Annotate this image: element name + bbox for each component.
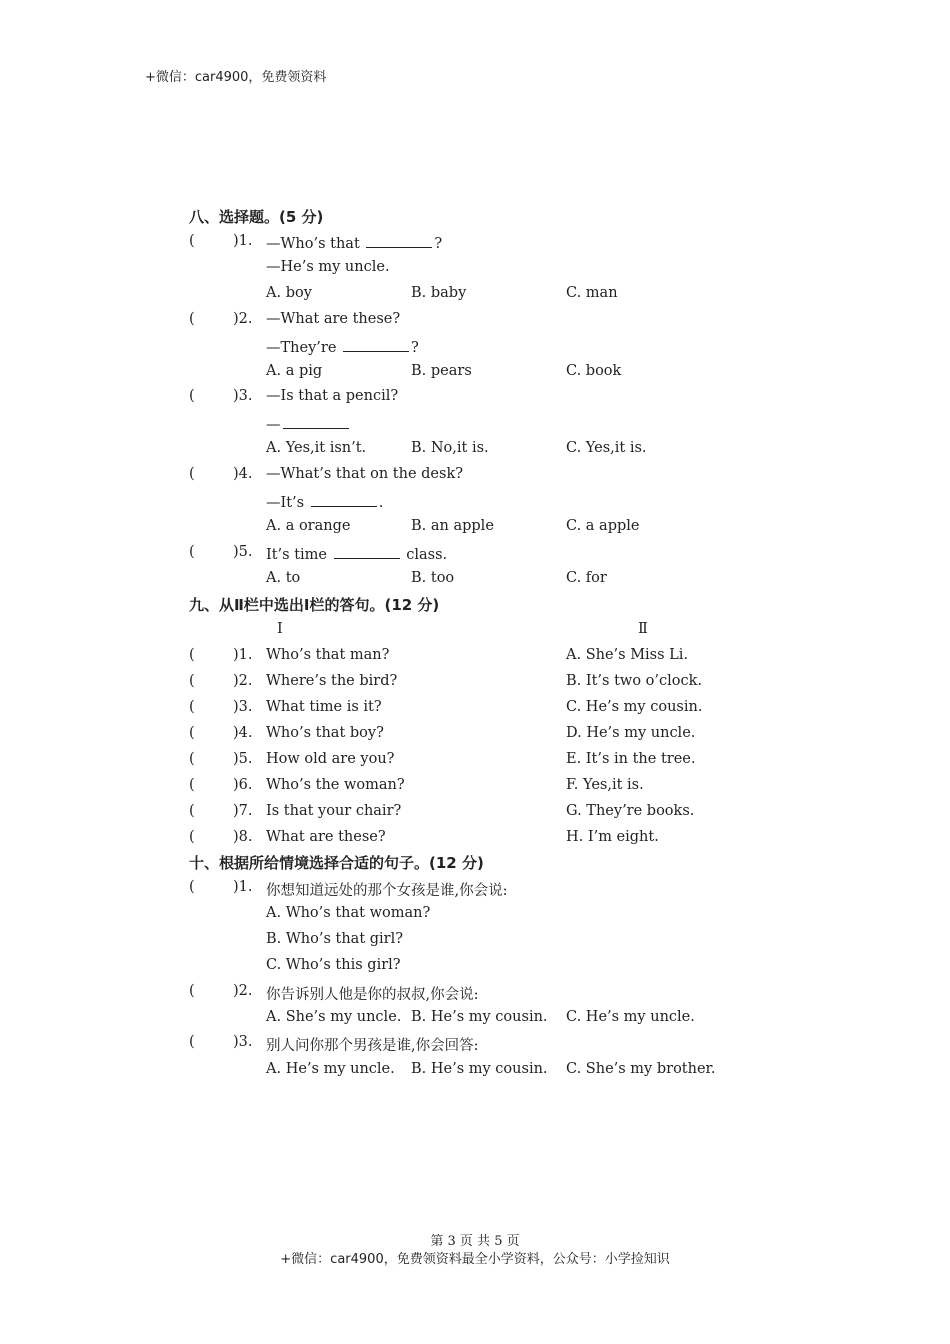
question-text: —Who’s that — [266, 236, 360, 252]
option-a: A. a orange — [266, 518, 351, 534]
answer-paren: ( — [189, 983, 195, 999]
match-question: Who’s that boy? — [266, 725, 384, 741]
column-1-heading: Ⅰ — [277, 621, 283, 637]
question-number: )4. — [233, 725, 253, 741]
column-2-heading: Ⅱ — [638, 621, 648, 637]
match-answer: B. It’s two o’clock. — [566, 673, 703, 689]
page-number: 第 3 页 共 5 页 — [430, 1234, 520, 1249]
footer-note: +微信：car4900，免费领资料最全小学资料，公众号：小学捡知识 — [280, 1252, 670, 1267]
answer-paren: ( — [189, 803, 195, 819]
answer-end: ? — [411, 340, 419, 356]
section-9-title: 九、从Ⅱ栏中选出Ⅰ栏的答句。(12 分) — [189, 596, 440, 614]
option-c: C. Yes,it is. — [566, 440, 647, 456]
answer-line: —He’s my uncle. — [266, 259, 390, 275]
answer-paren: ( — [189, 1034, 195, 1050]
question-number: )8. — [233, 829, 253, 845]
question-number: )3. — [233, 388, 253, 404]
answer-dash: — — [266, 417, 281, 433]
option-c: C. book — [566, 363, 622, 379]
answer-blank[interactable] — [343, 337, 409, 352]
match-answer: G. They’re books. — [566, 803, 695, 819]
option-a: A. He’s my uncle. — [266, 1061, 395, 1077]
option-c: C. for — [566, 570, 607, 586]
question-line — [266, 544, 447, 563]
match-question: Is that your chair? — [266, 803, 402, 819]
match-answer: A. She’s Miss Li. — [566, 647, 689, 663]
answer-paren: ( — [189, 879, 195, 895]
match-answer: F. Yes,it is. — [566, 777, 644, 793]
option-a: A. a pig — [266, 363, 323, 379]
question-number: )1. — [233, 647, 253, 663]
header-note: +微信：car4900，免费领资料 — [145, 70, 327, 85]
option-b: B. He’s my cousin. — [411, 1061, 548, 1077]
option-b: B. too — [411, 570, 455, 586]
option-c: C. man — [566, 285, 618, 301]
answer-paren: ( — [189, 388, 195, 404]
match-answer: C. He’s my cousin. — [566, 699, 703, 715]
question-number: )7. — [233, 803, 253, 819]
section-10-title: 十、根据所给情境选择合适的句子。(12 分) — [189, 854, 484, 872]
answer-line — [266, 492, 383, 511]
option-b: B. Who’s that girl? — [266, 931, 404, 947]
match-question: What time is it? — [266, 699, 382, 715]
answer-paren: ( — [189, 699, 195, 715]
question-number: )6. — [233, 777, 253, 793]
answer-blank[interactable] — [283, 414, 349, 429]
question-number: )4. — [233, 466, 253, 482]
answer-paren: ( — [189, 673, 195, 689]
option-a: A. Yes,it isn’t. — [266, 440, 367, 456]
match-question: Who’s the woman? — [266, 777, 405, 793]
answer-end: . — [378, 495, 384, 511]
option-b: B. an apple — [411, 518, 494, 534]
option-b: B. He’s my cousin. — [411, 1009, 548, 1025]
answer-paren: ( — [189, 311, 195, 327]
question-number: )3. — [233, 1034, 253, 1050]
answer-line — [266, 414, 351, 433]
option-c: C. Who’s this girl? — [266, 957, 401, 973]
match-question: What are these? — [266, 829, 386, 845]
answer-text: —They’re — [266, 340, 337, 356]
answer-paren: ( — [189, 777, 195, 793]
option-a: A. boy — [266, 285, 312, 301]
option-a: A. Who’s that woman? — [266, 905, 431, 921]
question-text: —Is that a pencil? — [266, 388, 399, 404]
question-number: )2. — [233, 311, 253, 327]
match-question: How old are you? — [266, 751, 395, 767]
option-b: B. No,it is. — [411, 440, 489, 456]
question-text: —What’s that on the desk? — [266, 466, 464, 482]
answer-paren: ( — [189, 751, 195, 767]
option-c: C. a apple — [566, 518, 640, 534]
question-number: )5. — [233, 751, 253, 767]
match-answer: D. He’s my uncle. — [566, 725, 696, 741]
question-end: class. — [406, 547, 448, 563]
question-number: )2. — [233, 983, 253, 999]
option-b: B. baby — [411, 285, 467, 301]
option-c: C. She’s my brother. — [566, 1061, 716, 1077]
question-number: )1. — [233, 879, 253, 895]
question-number: )3. — [233, 699, 253, 715]
answer-blank[interactable] — [366, 233, 432, 248]
question-line — [266, 233, 442, 252]
option-a: A. to — [266, 570, 301, 586]
question-end: ? — [434, 236, 443, 252]
section-8-title: 八、选择题。(5 分) — [189, 208, 324, 226]
situation-prompt: 别人问你那个男孩是谁,你会回答: — [266, 1038, 479, 1054]
option-a: A. She’s my uncle. — [266, 1009, 402, 1025]
option-c: C. He’s my uncle. — [566, 1009, 695, 1025]
answer-paren: ( — [189, 829, 195, 845]
question-number: )5. — [233, 544, 253, 560]
question-number: )1. — [233, 233, 253, 249]
match-question: Where’s the bird? — [266, 673, 398, 689]
situation-prompt: 你告诉别人他是你的叔叔,你会说: — [266, 987, 479, 1003]
answer-text: —It’s — [266, 495, 305, 511]
question-text: —What are these? — [266, 311, 401, 327]
answer-paren: ( — [189, 466, 195, 482]
answer-paren: ( — [189, 725, 195, 741]
question-text: It’s time — [266, 547, 328, 563]
option-b: B. pears — [411, 363, 472, 379]
match-answer: H. I’m eight. — [566, 829, 659, 845]
answer-blank[interactable] — [334, 544, 400, 559]
answer-paren: ( — [189, 233, 195, 249]
match-answer: E. It’s in the tree. — [566, 751, 696, 767]
match-question: Who’s that man? — [266, 647, 390, 663]
answer-blank[interactable] — [311, 492, 377, 507]
answer-line — [266, 337, 419, 356]
question-number: )2. — [233, 673, 253, 689]
situation-prompt: 你想知道远处的那个女孩是谁,你会说: — [266, 883, 508, 899]
answer-paren: ( — [189, 647, 195, 663]
answer-paren: ( — [189, 544, 195, 560]
